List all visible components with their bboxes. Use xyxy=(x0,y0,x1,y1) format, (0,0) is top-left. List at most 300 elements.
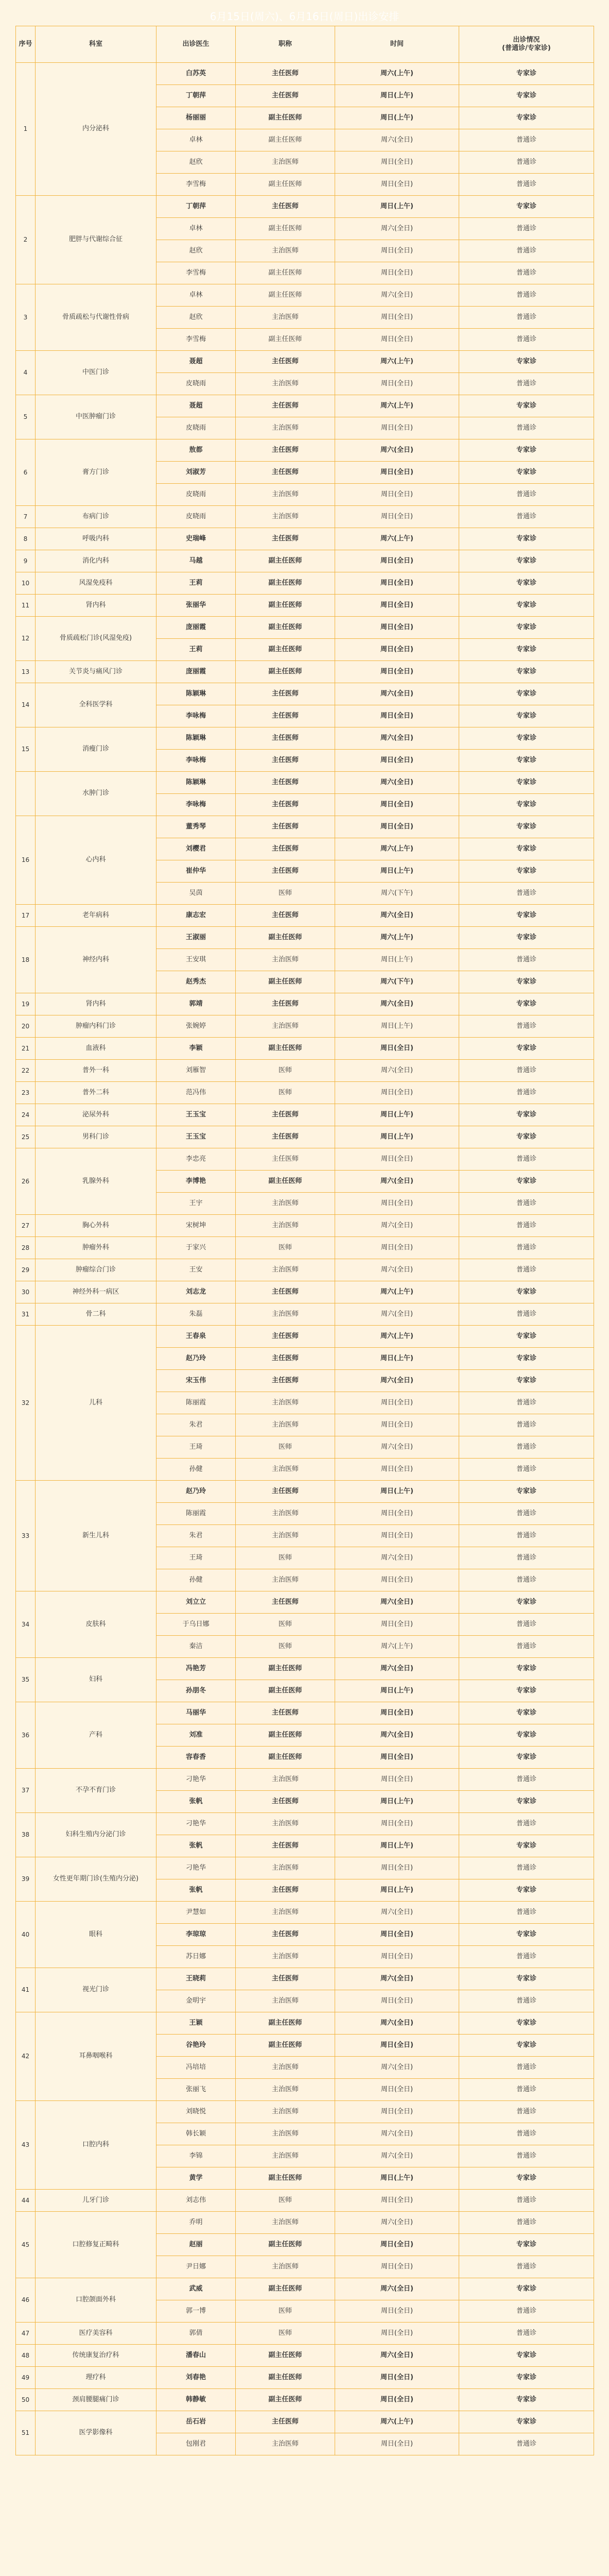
doctor-name: 孙朋冬 xyxy=(156,1680,236,1702)
doctor-title: 副主任医师 xyxy=(236,129,335,151)
doctor-title: 医师 xyxy=(236,1636,335,1658)
clinic-time: 周日(上午) xyxy=(335,1104,459,1126)
clinic-time: 周六(全日) xyxy=(335,727,459,750)
department-index: 49 xyxy=(16,2367,36,2389)
clinic-time: 周六(全日) xyxy=(335,772,459,794)
table-row xyxy=(16,550,594,572)
doctor-name: 陈颖琳 xyxy=(156,683,236,705)
doctor-name: 赵秀杰 xyxy=(156,971,236,993)
doctor-name: 庞丽霞 xyxy=(156,661,236,683)
clinic-time: 周六(上午) xyxy=(335,63,459,85)
doctor-name: 苏日娜 xyxy=(156,1946,236,1968)
department-index: 47 xyxy=(16,2323,36,2345)
clinic-type: 普通诊 xyxy=(459,2433,594,2455)
clinic-type: 专家诊 xyxy=(459,2167,594,2190)
doctor-name: 卓林 xyxy=(156,218,236,240)
clinic-time: 周日(全日) xyxy=(335,661,459,683)
clinic-time: 周六(全日) xyxy=(335,1303,459,1326)
department-index: 6 xyxy=(16,439,36,506)
clinic-type: 普通诊 xyxy=(459,1902,594,1924)
table-row xyxy=(16,1038,594,1060)
doctor-title: 副主任医师 xyxy=(236,262,335,284)
department-name: 妇科 xyxy=(36,1658,156,1702)
doctor-name: 张丽华 xyxy=(156,595,236,617)
department-name: 皮肤科 xyxy=(36,1591,156,1658)
department-name: 口腔修复正畸科 xyxy=(36,2212,156,2278)
clinic-type: 专家诊 xyxy=(459,993,594,1015)
clinic-type: 普通诊 xyxy=(459,1459,594,1481)
doctor-title: 副主任医师 xyxy=(236,550,335,572)
doctor-name: 冯培培 xyxy=(156,2057,236,2079)
doctor-title: 主任医师 xyxy=(236,1326,335,1348)
doctor-title: 主任医师 xyxy=(236,196,335,218)
clinic-time: 周日(上午) xyxy=(335,1879,459,1902)
doctor-title: 主治医师 xyxy=(236,2433,335,2455)
clinic-type: 普通诊 xyxy=(459,1414,594,1436)
doctor-title: 副主任医师 xyxy=(236,2012,335,2035)
department-name: 血液科 xyxy=(36,1038,156,1060)
department-name: 骨质疏松门诊(风湿免疫) xyxy=(36,617,156,661)
table-row xyxy=(16,1702,594,1724)
clinic-type: 专家诊 xyxy=(459,2278,594,2300)
clinic-type: 普通诊 xyxy=(459,129,594,151)
clinic-type: 专家诊 xyxy=(459,639,594,661)
clinic-type: 专家诊 xyxy=(459,85,594,107)
clinic-type: 普通诊 xyxy=(459,2300,594,2323)
clinic-time: 周日(上午) xyxy=(335,860,459,883)
department-index: 13 xyxy=(16,661,36,683)
doctor-name: 李颖 xyxy=(156,1038,236,1060)
department-index: 44 xyxy=(16,2190,36,2212)
doctor-name: 吴茵 xyxy=(156,883,236,905)
table-row xyxy=(16,2367,594,2389)
clinic-time: 周日(全日) xyxy=(335,1082,459,1104)
doctor-title: 医师 xyxy=(236,1547,335,1569)
clinic-type: 专家诊 xyxy=(459,595,594,617)
doctor-name: 王颖 xyxy=(156,2012,236,2035)
clinic-type: 专家诊 xyxy=(459,1724,594,1747)
doctor-name: 李雪梅 xyxy=(156,174,236,196)
doctor-name: 岳石岩 xyxy=(156,2411,236,2433)
doctor-title: 主任医师 xyxy=(236,1879,335,1902)
clinic-type: 专家诊 xyxy=(459,1835,594,1857)
department-name: 骨质疏松与代谢性骨病 xyxy=(36,284,156,351)
department-index: 18 xyxy=(16,927,36,993)
clinic-time: 周日(全日) xyxy=(335,1946,459,1968)
department-name: 呼吸内科 xyxy=(36,528,156,550)
department-index: 11 xyxy=(16,595,36,617)
table-row xyxy=(16,196,594,218)
department-name: 耳鼻咽喉科 xyxy=(36,2012,156,2101)
clinic-time: 周日(全日) xyxy=(335,484,459,506)
department-index: 29 xyxy=(16,1259,36,1281)
doctor-title: 主治医师 xyxy=(236,1303,335,1326)
clinic-type: 普通诊 xyxy=(459,240,594,262)
doctor-name: 刁艳华 xyxy=(156,1857,236,1879)
doctor-name: 赵欣 xyxy=(156,151,236,174)
clinic-type: 专家诊 xyxy=(459,727,594,750)
table-row xyxy=(16,1082,594,1104)
department-index: 25 xyxy=(16,1126,36,1148)
doctor-name: 秦洁 xyxy=(156,1636,236,1658)
clinic-time: 周六(全日) xyxy=(335,439,459,462)
doctor-title: 医师 xyxy=(236,1436,335,1459)
department-index: 16 xyxy=(16,816,36,905)
clinic-type: 普通诊 xyxy=(459,1636,594,1658)
clinic-type: 普通诊 xyxy=(459,2212,594,2234)
department-name: 视光门诊 xyxy=(36,1968,156,2012)
doctor-title: 主任医师 xyxy=(236,705,335,727)
doctor-title: 主任医师 xyxy=(236,727,335,750)
table-row xyxy=(16,927,594,949)
doctor-name: 孙健 xyxy=(156,1569,236,1591)
clinic-time: 周日(全日) xyxy=(335,1569,459,1591)
doctor-name: 韩长颖 xyxy=(156,2123,236,2145)
doctor-title: 主治医师 xyxy=(236,949,335,971)
department-name: 肾内科 xyxy=(36,993,156,1015)
clinic-type: 普通诊 xyxy=(459,262,594,284)
table-row xyxy=(16,284,594,307)
department-index: 43 xyxy=(16,2101,36,2190)
doctor-title: 主任医师 xyxy=(236,1968,335,1990)
clinic-time: 周六(全日) xyxy=(335,2057,459,2079)
doctor-title: 主治医师 xyxy=(236,1769,335,1791)
doctor-title: 主任医师 xyxy=(236,993,335,1015)
doctor-name: 李咏梅 xyxy=(156,750,236,772)
clinic-time: 周日(全日) xyxy=(335,572,459,595)
table-row xyxy=(16,1591,594,1614)
doctor-name: 王莉 xyxy=(156,572,236,595)
doctor-title: 主治医师 xyxy=(236,1459,335,1481)
doctor-name: 王宇 xyxy=(156,1193,236,1215)
doctor-name: 宋玉伟 xyxy=(156,1370,236,1392)
doctor-title: 副主任医师 xyxy=(236,927,335,949)
table-row xyxy=(16,351,594,373)
department-name: 口腔颌面外科 xyxy=(36,2278,156,2323)
doctor-name: 张帆 xyxy=(156,1791,236,1813)
doctor-title: 副主任医师 xyxy=(236,2345,335,2367)
department-index: 26 xyxy=(16,1148,36,1215)
clinic-time: 周日(全日) xyxy=(335,617,459,639)
table-row xyxy=(16,993,594,1015)
doctor-name: 王玉宝 xyxy=(156,1126,236,1148)
doctor-name: 宋树坤 xyxy=(156,1215,236,1237)
department-index: 27 xyxy=(16,1215,36,1237)
doctor-name: 史瑞峰 xyxy=(156,528,236,550)
clinic-type: 普通诊 xyxy=(459,1769,594,1791)
clinic-time: 周六(上午) xyxy=(335,351,459,373)
clinic-type: 普通诊 xyxy=(459,1392,594,1414)
doctor-title: 主任医师 xyxy=(236,1791,335,1813)
clinic-type: 普通诊 xyxy=(459,1303,594,1326)
doctor-name: 韩静敏 xyxy=(156,2389,236,2411)
table-row xyxy=(16,1015,594,1038)
doctor-title: 医师 xyxy=(236,1060,335,1082)
table-row xyxy=(16,395,594,417)
clinic-time: 周日(全日) xyxy=(335,1148,459,1171)
clinic-type: 专家诊 xyxy=(459,1370,594,1392)
doctor-name: 崔仲华 xyxy=(156,860,236,883)
clinic-time: 周日(全日) xyxy=(335,2300,459,2323)
clinic-time: 周六(全日) xyxy=(335,2278,459,2300)
clinic-time: 周日(全日) xyxy=(335,373,459,395)
doctor-title: 副主任医师 xyxy=(236,1038,335,1060)
doctor-title: 主治医师 xyxy=(236,1503,335,1525)
table-row xyxy=(16,2411,594,2433)
table-row xyxy=(16,727,594,750)
department-index: 12 xyxy=(16,617,36,661)
doctor-title: 主任医师 xyxy=(236,1281,335,1303)
department-name: 新生儿科 xyxy=(36,1481,156,1591)
doctor-title: 主治医师 xyxy=(236,1414,335,1436)
clinic-time: 周日(全日) xyxy=(335,595,459,617)
doctor-title: 主治医师 xyxy=(236,151,335,174)
doctor-name: 尹慧如 xyxy=(156,1902,236,1924)
clinic-time: 周日(全日) xyxy=(335,550,459,572)
doctor-name: 陈颖琳 xyxy=(156,727,236,750)
department-name: 口腔内科 xyxy=(36,2101,156,2190)
clinic-time: 周六(全日) xyxy=(335,683,459,705)
clinic-type: 专家诊 xyxy=(459,838,594,860)
doctor-title: 主任医师 xyxy=(236,1126,335,1148)
doctor-name: 聂超 xyxy=(156,395,236,417)
clinic-type: 专家诊 xyxy=(459,462,594,484)
doctor-title: 副主任医师 xyxy=(236,639,335,661)
department-name: 肥胖与代谢综合征 xyxy=(36,196,156,284)
doctor-title: 主任医师 xyxy=(236,860,335,883)
table-row xyxy=(16,1215,594,1237)
doctor-name: 武威 xyxy=(156,2278,236,2300)
clinic-type: 普通诊 xyxy=(459,2079,594,2101)
clinic-time: 周六(上午) xyxy=(335,838,459,860)
doctor-name: 郭一博 xyxy=(156,2300,236,2323)
department-index: 2 xyxy=(16,196,36,284)
clinic-time: 周日(全日) xyxy=(335,151,459,174)
doctor-name: 乔明 xyxy=(156,2212,236,2234)
table-row xyxy=(16,2190,594,2212)
clinic-type: 专家诊 xyxy=(459,2367,594,2389)
clinic-time: 周日(全日) xyxy=(335,794,459,816)
doctor-title: 主治医师 xyxy=(236,1015,335,1038)
doctor-name: 王安琪 xyxy=(156,949,236,971)
table-row xyxy=(16,2212,594,2234)
clinic-type: 专家诊 xyxy=(459,1171,594,1193)
clinic-time: 周日(全日) xyxy=(335,1414,459,1436)
clinic-time: 周六(全日) xyxy=(335,1658,459,1680)
doctor-title: 副主任医师 xyxy=(236,1724,335,1747)
doctor-title: 主治医师 xyxy=(236,484,335,506)
clinic-type: 专家诊 xyxy=(459,1702,594,1724)
department-name: 骨二科 xyxy=(36,1303,156,1326)
department-name: 消瘦门诊 xyxy=(36,727,156,772)
clinic-time: 周日(全日) xyxy=(335,2234,459,2256)
clinic-time: 周日(全日) xyxy=(335,750,459,772)
department-name: 普外二科 xyxy=(36,1082,156,1104)
department-name: 眼科 xyxy=(36,1902,156,1968)
clinic-type: 专家诊 xyxy=(459,107,594,129)
clinic-time: 周日(全日) xyxy=(335,1614,459,1636)
clinic-time: 周日(全日) xyxy=(335,2433,459,2455)
clinic-type: 普通诊 xyxy=(459,1990,594,2012)
department-name: 肿瘤外科 xyxy=(36,1237,156,1259)
clinic-time: 周日(全日) xyxy=(335,1392,459,1414)
clinic-time: 周日(全日) xyxy=(335,1038,459,1060)
clinic-type: 专家诊 xyxy=(459,196,594,218)
doctor-name: 郭倩 xyxy=(156,2323,236,2345)
doctor-name: 刘雁智 xyxy=(156,1060,236,1082)
clinic-time: 周六(全日) xyxy=(335,1902,459,1924)
clinic-time: 周六(全日) xyxy=(335,2145,459,2167)
clinic-time: 周六(全日) xyxy=(335,1724,459,1747)
doctor-name: 包刚君 xyxy=(156,2433,236,2455)
doctor-title: 主治医师 xyxy=(236,506,335,528)
doctor-name: 潘春山 xyxy=(156,2345,236,2367)
doctor-title: 主治医师 xyxy=(236,2057,335,2079)
clinic-type: 普通诊 xyxy=(459,218,594,240)
department-index xyxy=(16,772,36,816)
doctor-title: 副主任医师 xyxy=(236,971,335,993)
clinic-time: 周日(上午) xyxy=(335,1791,459,1813)
doctor-name: 李博艳 xyxy=(156,1171,236,1193)
table-row xyxy=(16,2101,594,2123)
page-title: 6月15日(周六)、6月16日(周日)出诊安排 xyxy=(210,10,399,23)
clinic-type: 专家诊 xyxy=(459,750,594,772)
doctor-name: 刘立立 xyxy=(156,1591,236,1614)
doctor-title: 主任医师 xyxy=(236,1104,335,1126)
department-index: 4 xyxy=(16,351,36,395)
clinic-type: 专家诊 xyxy=(459,1591,594,1614)
doctor-title: 主任医师 xyxy=(236,750,335,772)
doctor-name: 董秀琴 xyxy=(156,816,236,838)
doctor-title: 主任医师 xyxy=(236,905,335,927)
doctor-title: 主任医师 xyxy=(236,1702,335,1724)
header-index: 序号 xyxy=(16,26,36,63)
clinic-type: 普通诊 xyxy=(459,484,594,506)
doctor-title: 主治医师 xyxy=(236,1193,335,1215)
doctor-title: 副主任医师 xyxy=(236,617,335,639)
clinic-type: 专家诊 xyxy=(459,572,594,595)
department-index: 39 xyxy=(16,1857,36,1902)
doctor-name: 刘樱君 xyxy=(156,838,236,860)
table-row xyxy=(16,572,594,595)
clinic-type: 普通诊 xyxy=(459,1525,594,1547)
doctor-name: 敖都 xyxy=(156,439,236,462)
clinic-type: 专家诊 xyxy=(459,617,594,639)
department-name: 肿瘤综合门诊 xyxy=(36,1259,156,1281)
clinic-type: 普通诊 xyxy=(459,329,594,351)
doctor-title: 副主任医师 xyxy=(236,2035,335,2057)
clinic-type: 专家诊 xyxy=(459,351,594,373)
table-row xyxy=(16,1813,594,1835)
clinic-type: 专家诊 xyxy=(459,2035,594,2057)
clinic-time: 周日(全日) xyxy=(335,639,459,661)
doctor-title: 主治医师 xyxy=(236,2101,335,2123)
clinic-time: 周日(全日) xyxy=(335,1525,459,1547)
table-row xyxy=(16,528,594,550)
doctor-title: 主任医师 xyxy=(236,1835,335,1857)
clinic-type: 普通诊 xyxy=(459,1237,594,1259)
department-index: 20 xyxy=(16,1015,36,1038)
clinic-time: 周六(全日) xyxy=(335,1370,459,1392)
clinic-time: 周六(上午) xyxy=(335,528,459,550)
clinic-time: 周日(全日) xyxy=(335,2256,459,2278)
clinic-type: 普通诊 xyxy=(459,1215,594,1237)
clinic-time: 周六(上午) xyxy=(335,1636,459,1658)
doctor-title: 医师 xyxy=(236,1614,335,1636)
doctor-name: 王莉 xyxy=(156,639,236,661)
doctor-name: 陈颖琳 xyxy=(156,772,236,794)
clinic-type: 专家诊 xyxy=(459,794,594,816)
clinic-time: 周日(全日) xyxy=(335,1193,459,1215)
department-index: 22 xyxy=(16,1060,36,1082)
doctor-title: 主任医师 xyxy=(236,838,335,860)
table-row xyxy=(16,1658,594,1680)
clinic-time: 周六(全日) xyxy=(335,2123,459,2145)
doctor-title: 副主任医师 xyxy=(236,2167,335,2190)
doctor-name: 尹日娜 xyxy=(156,2256,236,2278)
doctor-name: 张婉婷 xyxy=(156,1015,236,1038)
doctor-title: 副主任医师 xyxy=(236,284,335,307)
department-name: 乳腺外科 xyxy=(36,1148,156,1215)
doctor-title: 副主任医师 xyxy=(236,2389,335,2411)
clinic-time: 周日(上午) xyxy=(335,1348,459,1370)
doctor-name: 王玉宝 xyxy=(156,1104,236,1126)
clinic-type: 专家诊 xyxy=(459,705,594,727)
doctor-title: 副主任医师 xyxy=(236,2234,335,2256)
doctor-name: 刁艳华 xyxy=(156,1769,236,1791)
clinic-type: 专家诊 xyxy=(459,2411,594,2433)
department-index: 8 xyxy=(16,528,36,550)
clinic-time: 周六(全日) xyxy=(335,1436,459,1459)
doctor-title: 副主任医师 xyxy=(236,572,335,595)
clinic-type: 专家诊 xyxy=(459,1038,594,1060)
department-index: 32 xyxy=(16,1326,36,1481)
clinic-type: 普通诊 xyxy=(459,1547,594,1569)
clinic-time: 周日(全日) xyxy=(335,1769,459,1791)
clinic-type: 普通诊 xyxy=(459,1193,594,1215)
clinic-time: 周日(全日) xyxy=(335,2101,459,2123)
table-row xyxy=(16,683,594,705)
clinic-time: 周日(全日) xyxy=(335,1459,459,1481)
clinic-time: 周日(全日) xyxy=(335,1813,459,1835)
clinic-type: 普通诊 xyxy=(459,2057,594,2079)
doctor-title: 主任医师 xyxy=(236,816,335,838)
table-row xyxy=(16,772,594,794)
department-name: 神经外科一病区 xyxy=(36,1281,156,1303)
clinic-time: 周日(上午) xyxy=(335,107,459,129)
clinic-type: 专家诊 xyxy=(459,2389,594,2411)
doctor-title: 医师 xyxy=(236,1082,335,1104)
doctor-name: 朱君 xyxy=(156,1525,236,1547)
doctor-title: 主任医师 xyxy=(236,85,335,107)
department-index: 15 xyxy=(16,727,36,772)
doctor-name: 皮晓雨 xyxy=(156,373,236,395)
doctor-name: 皮晓雨 xyxy=(156,417,236,439)
doctor-name: 李忠亮 xyxy=(156,1148,236,1171)
clinic-time: 周六(全日) xyxy=(335,1259,459,1281)
clinic-time: 周日(全日) xyxy=(335,1747,459,1769)
table-row xyxy=(16,1481,594,1503)
doctor-title: 主任医师 xyxy=(236,395,335,417)
table-row xyxy=(16,2012,594,2035)
clinic-type: 普通诊 xyxy=(459,1946,594,1968)
department-index: 38 xyxy=(16,1813,36,1857)
clinic-time: 周六(全日) xyxy=(335,1171,459,1193)
clinic-type: 普通诊 xyxy=(459,883,594,905)
clinic-type: 普通诊 xyxy=(459,1569,594,1591)
clinic-type: 专家诊 xyxy=(459,1126,594,1148)
doctor-name: 范冯伟 xyxy=(156,1082,236,1104)
